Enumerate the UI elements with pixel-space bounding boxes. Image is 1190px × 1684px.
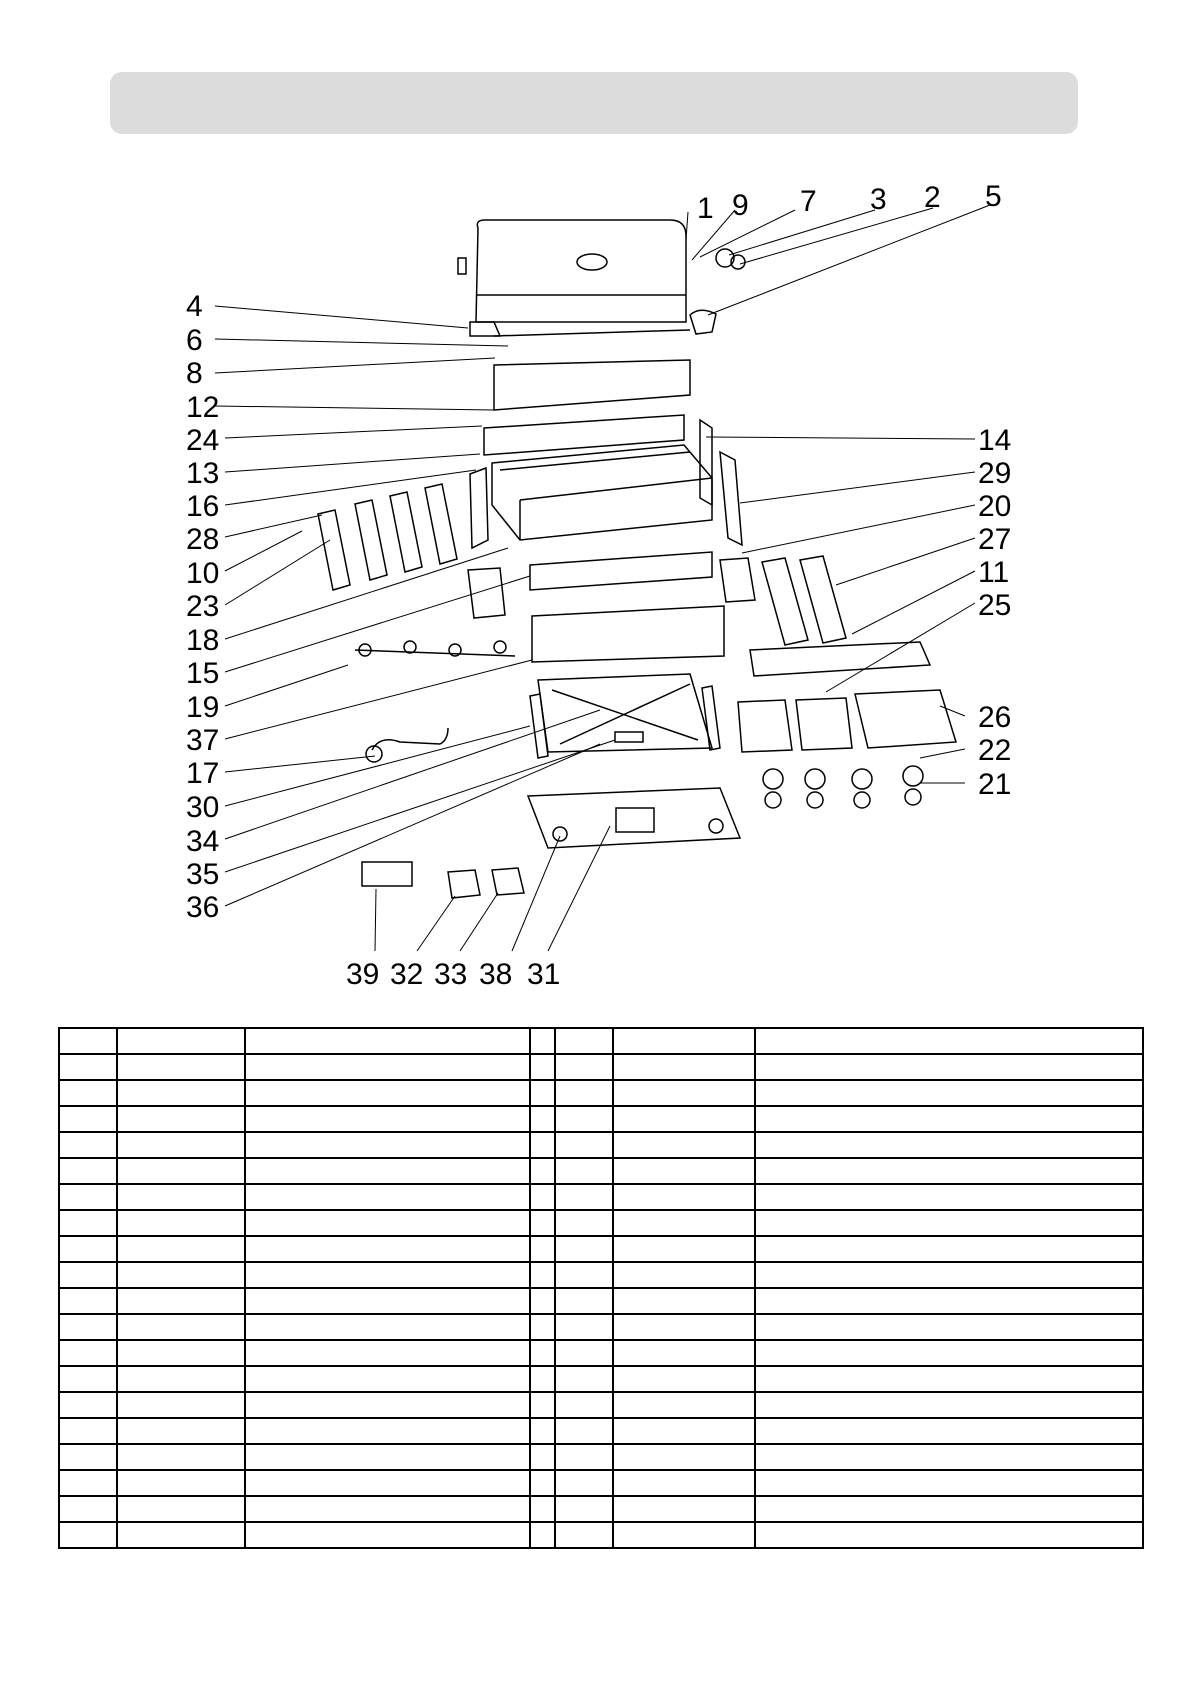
side-panel-left bbox=[470, 468, 488, 548]
table-cell bbox=[245, 1158, 530, 1184]
table-cell bbox=[613, 1444, 755, 1470]
table-cell bbox=[117, 1288, 245, 1314]
table-row bbox=[59, 1132, 1143, 1158]
flame-tamer-1 bbox=[762, 558, 808, 645]
table-row bbox=[59, 1236, 1143, 1262]
grease-tray-left bbox=[468, 568, 505, 618]
table-cell bbox=[117, 1106, 245, 1132]
callout-15: 15 bbox=[186, 657, 220, 690]
regulator-hose bbox=[372, 728, 448, 750]
table-cell bbox=[555, 1392, 613, 1418]
callout-23: 23 bbox=[186, 590, 220, 623]
table-cell bbox=[555, 1132, 613, 1158]
table-cell bbox=[245, 1470, 530, 1496]
table-cell bbox=[117, 1392, 245, 1418]
table-cell bbox=[59, 1184, 117, 1210]
table-cell bbox=[613, 1210, 755, 1236]
table-cell bbox=[117, 1054, 245, 1080]
table-cell bbox=[530, 1340, 555, 1366]
table-cell bbox=[613, 1522, 755, 1548]
table-cell bbox=[755, 1262, 1143, 1288]
table-cell bbox=[59, 1418, 117, 1444]
table-cell bbox=[755, 1470, 1143, 1496]
callout-16: 16 bbox=[186, 490, 220, 523]
table-cell bbox=[555, 1106, 613, 1132]
table-cell bbox=[530, 1054, 555, 1080]
flame-tamer-2 bbox=[800, 556, 846, 643]
table-cell bbox=[59, 1054, 117, 1080]
table-cell bbox=[755, 1054, 1143, 1080]
table-cell bbox=[530, 1132, 555, 1158]
table-cell bbox=[117, 1340, 245, 1366]
table-cell bbox=[59, 1236, 117, 1262]
table-cell bbox=[755, 1236, 1143, 1262]
table-cell bbox=[117, 1366, 245, 1392]
table-cell bbox=[59, 1366, 117, 1392]
callout-4: 4 bbox=[186, 290, 203, 323]
table-cell bbox=[245, 1210, 530, 1236]
table-cell bbox=[555, 1314, 613, 1340]
table-cell bbox=[245, 1444, 530, 1470]
side-rail-left bbox=[530, 694, 548, 758]
table-cell bbox=[755, 1444, 1143, 1470]
callout-37: 37 bbox=[186, 724, 220, 757]
callout-30: 30 bbox=[186, 791, 220, 824]
table-cell bbox=[245, 1262, 530, 1288]
table-cell bbox=[59, 1496, 117, 1522]
side-rail-right bbox=[702, 686, 720, 750]
callout-39: 39 bbox=[346, 958, 380, 991]
table-cell bbox=[613, 1314, 755, 1340]
table-cell bbox=[117, 1236, 245, 1262]
table-cell bbox=[59, 1262, 117, 1288]
table-cell bbox=[755, 1158, 1143, 1184]
table-cell bbox=[245, 1340, 530, 1366]
lid bbox=[458, 220, 686, 322]
callout-24: 24 bbox=[186, 424, 220, 457]
table-cell bbox=[245, 1522, 530, 1548]
table-cell bbox=[117, 1262, 245, 1288]
table-cell bbox=[530, 1028, 555, 1054]
table-row bbox=[59, 1028, 1143, 1054]
table-cell bbox=[117, 1184, 245, 1210]
table-cell bbox=[530, 1314, 555, 1340]
table-row bbox=[59, 1262, 1143, 1288]
table-cell bbox=[117, 1496, 245, 1522]
table-cell bbox=[59, 1470, 117, 1496]
table-cell bbox=[555, 1028, 613, 1054]
parts-list-table bbox=[58, 1027, 1144, 1549]
callout-3: 3 bbox=[870, 183, 887, 216]
bottom-shelf bbox=[528, 788, 740, 848]
cooking-grate-2 bbox=[796, 698, 852, 750]
table-row bbox=[59, 1288, 1143, 1314]
side-panel-right bbox=[700, 420, 712, 505]
table-cell bbox=[613, 1054, 755, 1080]
table-cell bbox=[530, 1158, 555, 1184]
callout-12: 12 bbox=[186, 391, 220, 424]
table-cell bbox=[613, 1236, 755, 1262]
knob-bezels bbox=[765, 789, 921, 808]
callout-33: 33 bbox=[434, 958, 468, 991]
callout-11: 11 bbox=[978, 556, 1010, 589]
callout-9: 9 bbox=[732, 189, 749, 222]
table-cell bbox=[755, 1314, 1143, 1340]
callout-17: 17 bbox=[186, 757, 220, 790]
table-cell bbox=[117, 1470, 245, 1496]
table-cell bbox=[555, 1158, 613, 1184]
table-cell bbox=[530, 1236, 555, 1262]
callout-7: 7 bbox=[800, 185, 817, 218]
table-cell bbox=[530, 1184, 555, 1210]
callout-38: 38 bbox=[479, 958, 513, 991]
table-cell bbox=[755, 1288, 1143, 1314]
table-cell bbox=[555, 1236, 613, 1262]
table-cell bbox=[755, 1366, 1143, 1392]
table-cell bbox=[117, 1132, 245, 1158]
table-cell bbox=[530, 1418, 555, 1444]
callout-8: 8 bbox=[186, 357, 203, 390]
table-cell bbox=[530, 1288, 555, 1314]
table-cell bbox=[59, 1288, 117, 1314]
table-cell bbox=[755, 1132, 1143, 1158]
callout-25: 25 bbox=[978, 589, 1012, 622]
table-row bbox=[59, 1392, 1143, 1418]
table-cell bbox=[59, 1132, 117, 1158]
table-row bbox=[59, 1080, 1143, 1106]
table-cell bbox=[530, 1106, 555, 1132]
cooking-grate-1 bbox=[738, 700, 792, 752]
control-knobs bbox=[763, 766, 923, 789]
callout-19: 19 bbox=[186, 691, 220, 724]
table-cell bbox=[245, 1366, 530, 1392]
table-row bbox=[59, 1418, 1143, 1444]
table-row bbox=[59, 1522, 1143, 1548]
table-cell bbox=[530, 1470, 555, 1496]
callout-20: 20 bbox=[978, 490, 1012, 523]
table-cell bbox=[245, 1496, 530, 1522]
table-cell bbox=[245, 1288, 530, 1314]
callout-32: 32 bbox=[390, 958, 424, 991]
callout-10: 10 bbox=[186, 557, 220, 590]
table-row bbox=[59, 1340, 1143, 1366]
part-32 bbox=[448, 870, 480, 898]
table-cell bbox=[555, 1418, 613, 1444]
table-cell bbox=[755, 1106, 1143, 1132]
table-cell bbox=[59, 1522, 117, 1548]
table-row bbox=[59, 1106, 1143, 1132]
table-cell bbox=[555, 1080, 613, 1106]
callout-29: 29 bbox=[978, 457, 1012, 490]
side-panel-outer bbox=[720, 452, 742, 545]
table-cell bbox=[613, 1262, 755, 1288]
table-cell bbox=[59, 1080, 117, 1106]
table-cell bbox=[530, 1080, 555, 1106]
table-cell bbox=[555, 1496, 613, 1522]
callout-6: 6 bbox=[186, 324, 203, 357]
table-cell bbox=[59, 1340, 117, 1366]
table-cell bbox=[555, 1262, 613, 1288]
table-row bbox=[59, 1184, 1143, 1210]
callout-2: 2 bbox=[924, 181, 941, 214]
table-cell bbox=[530, 1496, 555, 1522]
table-cell bbox=[755, 1184, 1143, 1210]
table-cell bbox=[530, 1444, 555, 1470]
table-cell bbox=[117, 1080, 245, 1106]
table-cell bbox=[59, 1314, 117, 1340]
table-cell bbox=[555, 1366, 613, 1392]
table-cell bbox=[555, 1210, 613, 1236]
table-cell bbox=[59, 1106, 117, 1132]
table-cell bbox=[530, 1522, 555, 1548]
griddle-plate bbox=[855, 690, 956, 748]
table-cell bbox=[755, 1210, 1143, 1236]
table-cell bbox=[613, 1158, 755, 1184]
cross-brace bbox=[538, 674, 712, 752]
gas-manifold bbox=[355, 641, 515, 656]
table-cell bbox=[613, 1340, 755, 1366]
callout-31: 31 bbox=[527, 958, 561, 991]
table-cell bbox=[59, 1392, 117, 1418]
handle-bracket-left bbox=[470, 322, 500, 336]
bracket-35 bbox=[615, 732, 643, 742]
rear-panel bbox=[484, 415, 684, 455]
table-cell bbox=[245, 1418, 530, 1444]
table-cell bbox=[117, 1210, 245, 1236]
burners bbox=[318, 484, 457, 590]
control-panel bbox=[532, 606, 724, 662]
table-cell bbox=[755, 1080, 1143, 1106]
table-cell bbox=[613, 1470, 755, 1496]
table-cell bbox=[555, 1340, 613, 1366]
table-cell bbox=[613, 1184, 755, 1210]
table-cell bbox=[613, 1366, 755, 1392]
table-cell bbox=[117, 1444, 245, 1470]
table-cell bbox=[530, 1392, 555, 1418]
callout-26: 26 bbox=[978, 701, 1012, 734]
table-cell bbox=[555, 1288, 613, 1314]
table-row bbox=[59, 1158, 1143, 1184]
table-row bbox=[59, 1314, 1143, 1340]
table-row bbox=[59, 1470, 1143, 1496]
table-cell bbox=[59, 1028, 117, 1054]
table-cell bbox=[245, 1392, 530, 1418]
table-cell bbox=[59, 1158, 117, 1184]
table-cell bbox=[245, 1314, 530, 1340]
table-cell bbox=[755, 1392, 1143, 1418]
part-39-box bbox=[362, 862, 412, 886]
lid-handle-rod bbox=[494, 330, 690, 336]
table-cell bbox=[245, 1236, 530, 1262]
table-cell bbox=[755, 1496, 1143, 1522]
table-cell bbox=[245, 1184, 530, 1210]
table-cell bbox=[117, 1418, 245, 1444]
table-cell bbox=[613, 1106, 755, 1132]
table-cell bbox=[613, 1288, 755, 1314]
regulator bbox=[366, 746, 382, 762]
callout-36: 36 bbox=[186, 891, 220, 924]
callout-34: 34 bbox=[186, 825, 220, 858]
table-cell bbox=[245, 1080, 530, 1106]
table-cell bbox=[117, 1522, 245, 1548]
table-cell bbox=[59, 1444, 117, 1470]
firebox bbox=[492, 445, 712, 540]
callout-1: 1 bbox=[697, 192, 714, 225]
heat-shield bbox=[494, 360, 690, 410]
callout-18: 18 bbox=[186, 624, 220, 657]
callout-22: 22 bbox=[978, 734, 1012, 767]
table-cell bbox=[613, 1080, 755, 1106]
table-row bbox=[59, 1496, 1143, 1522]
table-cell bbox=[117, 1028, 245, 1054]
callout-14: 14 bbox=[978, 424, 1012, 457]
callout-28: 28 bbox=[186, 523, 220, 556]
table-cell bbox=[613, 1132, 755, 1158]
table-cell bbox=[555, 1184, 613, 1210]
table-cell bbox=[555, 1470, 613, 1496]
table-cell bbox=[555, 1522, 613, 1548]
table-cell bbox=[755, 1028, 1143, 1054]
table-cell bbox=[755, 1340, 1143, 1366]
table-cell bbox=[613, 1418, 755, 1444]
table-row bbox=[59, 1444, 1143, 1470]
callout-5: 5 bbox=[985, 180, 1002, 213]
table-cell bbox=[613, 1392, 755, 1418]
table-cell bbox=[755, 1522, 1143, 1548]
callout-13: 13 bbox=[186, 457, 220, 490]
callout-27: 27 bbox=[978, 523, 1012, 556]
table-cell bbox=[555, 1054, 613, 1080]
warming-rack bbox=[750, 642, 930, 676]
table-cell bbox=[613, 1028, 755, 1054]
callout-35: 35 bbox=[186, 858, 220, 891]
table-cell bbox=[245, 1106, 530, 1132]
table-cell bbox=[755, 1418, 1143, 1444]
table-cell bbox=[245, 1132, 530, 1158]
grease-tray-right bbox=[720, 558, 755, 602]
table-cell bbox=[59, 1210, 117, 1236]
table-cell bbox=[245, 1054, 530, 1080]
table-cell bbox=[117, 1158, 245, 1184]
table-cell bbox=[555, 1444, 613, 1470]
callout-21: 21 bbox=[978, 768, 1012, 801]
table-cell bbox=[530, 1210, 555, 1236]
table-cell bbox=[530, 1262, 555, 1288]
control-bracket bbox=[530, 552, 712, 590]
table-cell bbox=[117, 1314, 245, 1340]
table-row bbox=[59, 1210, 1143, 1236]
table-row bbox=[59, 1366, 1143, 1392]
table-cell bbox=[613, 1496, 755, 1522]
table-row bbox=[59, 1054, 1143, 1080]
part-33 bbox=[492, 868, 524, 895]
table-cell bbox=[530, 1366, 555, 1392]
table-cell bbox=[245, 1028, 530, 1054]
